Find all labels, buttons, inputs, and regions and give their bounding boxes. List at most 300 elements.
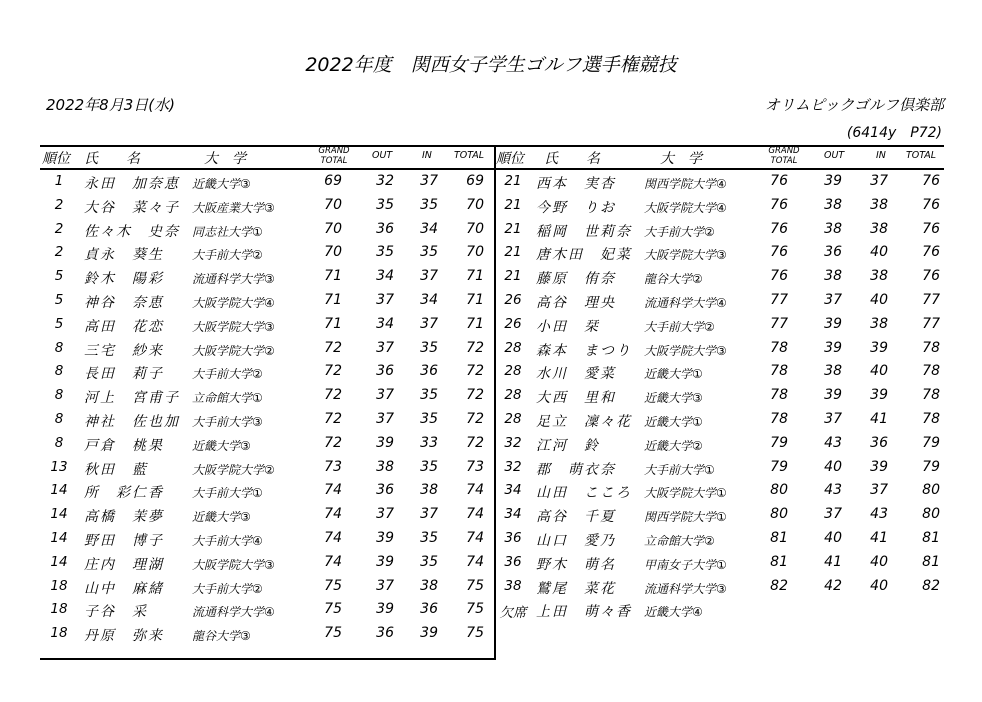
out-score-cell: 36	[824, 244, 842, 261]
total-score-cell: 76	[922, 173, 940, 189]
in-score-cell: 35	[420, 339, 438, 356]
in-score-cell: 34	[420, 220, 438, 237]
rank-cell: 26	[504, 291, 522, 308]
in-score-cell: 40	[870, 363, 888, 380]
in-score-cell: 35	[420, 410, 438, 427]
out-score-cell: 37	[376, 387, 394, 404]
out-score-cell: 39	[824, 387, 842, 404]
player-name: 貞永 葵生	[84, 247, 164, 264]
rank-cell: 18	[50, 625, 68, 642]
rank-cell: 欠席	[499, 605, 527, 622]
table-row	[496, 289, 950, 313]
university-cell: 大阪学院大学④	[192, 295, 275, 310]
university-cell: 龍谷大学②	[644, 272, 703, 287]
grand-total-cell: 76	[770, 244, 788, 261]
grand-total-cell: 76	[770, 196, 788, 213]
table-row	[40, 527, 494, 551]
grand-total-cell: 79	[770, 434, 788, 451]
out-score-cell: 37	[376, 291, 394, 308]
grand-total-cell: 82	[770, 577, 788, 594]
total-score-cell: 74	[466, 506, 484, 523]
header-university: 大 学	[204, 151, 246, 167]
total-score-cell: 71	[466, 291, 484, 308]
in-score-cell: 39	[870, 387, 888, 404]
venue-name: オリムピックゴルフ倶楽部	[764, 96, 944, 114]
total-score-cell: 79	[922, 458, 940, 475]
table-row	[40, 456, 494, 480]
grand-total-cell: 74	[324, 529, 342, 546]
rank-cell: 18	[50, 601, 68, 618]
table-row	[496, 360, 950, 384]
in-score-cell: 40	[870, 244, 888, 261]
header-rank: 順位	[42, 151, 70, 167]
rank-cell: 28	[504, 410, 522, 427]
grand-total-cell: 71	[324, 291, 342, 308]
header-name: 氏 名	[544, 151, 600, 167]
table-row	[496, 218, 950, 242]
rank-cell: 13	[50, 458, 68, 475]
in-score-cell: 37	[420, 315, 438, 332]
university-cell: 大阪学院大学③	[192, 319, 275, 334]
table-row	[40, 313, 494, 337]
university-cell: 近畿大学③	[192, 438, 251, 453]
table-bottom-rule	[40, 658, 495, 660]
university-cell: 大阪学院大学②	[192, 462, 275, 477]
grand-total-cell: 71	[324, 315, 342, 332]
total-score-cell: 72	[466, 387, 484, 404]
header-grand-line1: GRAND	[318, 146, 350, 156]
table-row	[40, 170, 494, 194]
rank-cell: 14	[50, 553, 68, 570]
university-cell: 大手前大学②	[192, 248, 263, 263]
in-score-cell: 40	[870, 577, 888, 594]
grand-total-cell: 73	[324, 458, 342, 475]
rank-cell: 32	[504, 458, 522, 475]
header-name: 氏 名	[84, 151, 140, 167]
university-cell: 大手前大学②	[192, 581, 263, 596]
rows-right	[496, 170, 950, 622]
rank-cell: 21	[504, 244, 522, 261]
university-cell: 大阪学院大学②	[192, 343, 275, 358]
total-score-cell: 70	[466, 196, 484, 213]
course-yardage: (6414y P72)	[846, 125, 942, 141]
university-cell: 大手前大学②	[644, 319, 715, 334]
grand-total-cell: 81	[770, 553, 788, 570]
out-score-cell: 37	[376, 506, 394, 523]
university-cell: 大阪産業大学③	[192, 200, 275, 215]
out-score-cell: 35	[376, 196, 394, 213]
out-score-cell: 39	[824, 315, 842, 332]
in-score-cell: 39	[870, 458, 888, 475]
table-row	[496, 170, 950, 194]
player-name: 高橋 茉夢	[84, 509, 164, 526]
event-date: 2022年8月3日(水)	[46, 96, 175, 114]
player-name: 森本 まつり	[536, 342, 632, 359]
in-score-cell: 37	[420, 506, 438, 523]
rank-cell: 21	[504, 196, 522, 213]
in-score-cell: 40	[870, 553, 888, 570]
header-total: TOTAL	[906, 150, 937, 161]
table-row	[496, 241, 950, 265]
out-score-cell: 43	[824, 434, 842, 451]
table-row	[496, 265, 950, 289]
university-cell: 大阪学院大学③	[192, 557, 275, 572]
out-score-cell: 39	[824, 339, 842, 356]
out-score-cell: 38	[824, 220, 842, 237]
table-row	[40, 337, 494, 361]
player-name: 鈴木 陽彩	[84, 271, 164, 288]
total-score-cell: 79	[922, 434, 940, 451]
player-name: 今野 りお	[536, 199, 616, 216]
grand-total-cell: 78	[770, 363, 788, 380]
total-score-cell: 71	[466, 315, 484, 332]
total-score-cell: 71	[466, 268, 484, 285]
out-score-cell: 32	[376, 173, 394, 189]
in-score-cell: 39	[420, 625, 438, 642]
grand-total-cell: 76	[770, 220, 788, 237]
university-cell: 大手前大学②	[644, 224, 715, 239]
player-name: 庄内 理湖	[84, 556, 164, 573]
out-score-cell: 36	[376, 220, 394, 237]
university-cell: 立命館大学②	[644, 533, 715, 548]
grand-total-cell: 70	[324, 220, 342, 237]
university-cell: 近畿大学④	[644, 605, 703, 620]
player-name: 大西 里和	[536, 390, 616, 407]
university-cell: 近畿大学①	[644, 367, 703, 382]
grand-total-cell: 72	[324, 410, 342, 427]
header-out: OUT	[824, 150, 845, 161]
out-score-cell: 42	[824, 577, 842, 594]
rank-cell: 8	[54, 363, 64, 380]
in-score-cell: 37	[420, 268, 438, 285]
total-score-cell: 75	[466, 601, 484, 618]
table-row	[40, 598, 494, 622]
out-score-cell: 36	[376, 363, 394, 380]
in-score-cell: 35	[420, 553, 438, 570]
university-cell: 立命館大学①	[192, 391, 263, 406]
player-name: 高谷 理央	[536, 294, 616, 311]
out-score-cell: 37	[376, 339, 394, 356]
out-score-cell: 37	[824, 291, 842, 308]
grand-total-cell: 77	[770, 291, 788, 308]
table-row	[496, 384, 950, 408]
rank-cell: 18	[50, 577, 68, 594]
out-score-cell: 39	[824, 173, 842, 189]
grand-total-cell: 76	[770, 268, 788, 285]
in-score-cell: 35	[420, 529, 438, 546]
in-score-cell: 36	[870, 434, 888, 451]
grand-total-cell: 75	[324, 625, 342, 642]
player-name: 野木 萌名	[536, 556, 616, 573]
university-cell: 大手前大学①	[644, 462, 715, 477]
grand-total-cell: 74	[324, 482, 342, 499]
out-score-cell: 37	[376, 577, 394, 594]
table-row	[40, 551, 494, 575]
header-rank: 順位	[496, 151, 524, 167]
out-score-cell: 37	[824, 410, 842, 427]
rows-left	[40, 170, 494, 646]
out-score-cell: 40	[824, 458, 842, 475]
player-name: 大谷 菜々子	[84, 199, 180, 216]
table-row	[40, 575, 494, 599]
player-name: 秋田 藍	[84, 461, 148, 478]
rank-cell: 36	[504, 529, 522, 546]
total-score-cell: 82	[922, 577, 940, 594]
out-score-cell: 39	[376, 529, 394, 546]
in-score-cell: 35	[420, 387, 438, 404]
total-score-cell: 75	[466, 577, 484, 594]
university-cell: 近畿大学③	[644, 391, 703, 406]
in-score-cell: 37	[870, 173, 888, 189]
in-score-cell: 38	[870, 196, 888, 213]
player-name: 神社 佐也加	[84, 413, 180, 430]
grand-total-cell: 74	[324, 506, 342, 523]
grand-total-cell: 78	[770, 339, 788, 356]
header-grand-line2: TOTAL	[770, 156, 798, 166]
in-score-cell: 38	[420, 482, 438, 499]
total-score-cell: 70	[466, 220, 484, 237]
rank-cell: 14	[50, 482, 68, 499]
rank-cell: 28	[504, 339, 522, 356]
total-score-cell: 72	[466, 363, 484, 380]
university-cell: 流通科学大学③	[192, 272, 275, 287]
in-score-cell: 41	[870, 529, 888, 546]
player-name: 上田 萌々香	[536, 604, 632, 621]
player-name: 野田 博子	[84, 532, 164, 549]
player-name: 足立 凜々花	[536, 413, 632, 430]
out-score-cell: 40	[824, 529, 842, 546]
player-name: 河上 宮甫子	[84, 390, 180, 407]
rank-cell: 1	[54, 173, 64, 189]
university-cell: 龍谷大学③	[192, 629, 251, 644]
total-score-cell: 76	[922, 244, 940, 261]
player-name: 小田 栞	[536, 318, 600, 335]
grand-total-cell: 75	[324, 601, 342, 618]
player-name: 長田 莉子	[84, 366, 164, 383]
in-score-cell: 35	[420, 196, 438, 213]
university-cell: 大手前大学②	[192, 367, 263, 382]
out-score-cell: 39	[376, 434, 394, 451]
table-row	[40, 503, 494, 527]
rank-cell: 21	[504, 268, 522, 285]
rank-cell: 38	[504, 577, 522, 594]
in-score-cell: 39	[870, 339, 888, 356]
in-score-cell: 36	[420, 363, 438, 380]
in-score-cell: 38	[420, 577, 438, 594]
player-name: 山田 こころ	[536, 485, 632, 502]
out-score-cell: 34	[376, 315, 394, 332]
grand-total-cell: 70	[324, 244, 342, 261]
table-row	[40, 265, 494, 289]
total-score-cell: 73	[466, 458, 484, 475]
grand-total-cell: 78	[770, 410, 788, 427]
table-row	[496, 194, 950, 218]
header-grand-total	[764, 146, 804, 166]
table-row	[496, 313, 950, 337]
rank-cell: 8	[54, 339, 64, 356]
rank-cell: 14	[50, 506, 68, 523]
player-name: 子谷 采	[84, 604, 148, 621]
table-header-right	[496, 146, 950, 168]
total-score-cell: 78	[922, 339, 940, 356]
rank-cell: 14	[50, 529, 68, 546]
table-row	[40, 289, 494, 313]
in-score-cell: 35	[420, 244, 438, 261]
total-score-cell: 77	[922, 291, 940, 308]
player-name: 戸倉 桃果	[84, 437, 164, 454]
total-score-cell: 80	[922, 482, 940, 499]
university-cell: 流通科学大学④	[644, 295, 727, 310]
grand-total-cell: 72	[324, 434, 342, 451]
table-row	[40, 622, 494, 646]
header-grand-total	[314, 146, 354, 166]
total-score-cell: 72	[466, 410, 484, 427]
page-title: 2022年度 関西女子学生ゴルフ選手権競技	[305, 54, 677, 76]
university-cell: 流通科学大学③	[644, 581, 727, 596]
player-name: 唐木田 妃菜	[536, 247, 632, 264]
rank-cell: 34	[504, 506, 522, 523]
out-score-cell: 41	[824, 553, 842, 570]
total-score-cell: 74	[466, 482, 484, 499]
university-cell: 大手前大学④	[192, 533, 263, 548]
player-name: 所 彩仁香	[84, 485, 164, 502]
university-cell: 大阪学院大学④	[644, 200, 727, 215]
player-name: 鷲尾 菜花	[536, 580, 616, 597]
player-name: 永田 加奈恵	[84, 176, 180, 192]
university-cell: 関西学院大学①	[644, 510, 727, 525]
table-row	[496, 479, 950, 503]
header-out: OUT	[372, 150, 393, 161]
player-name: 水川 愛菜	[536, 366, 616, 383]
header-university: 大 学	[660, 151, 702, 167]
university-cell: 近畿大学①	[644, 414, 703, 429]
table-row	[496, 432, 950, 456]
table-row	[40, 194, 494, 218]
in-score-cell: 38	[870, 220, 888, 237]
total-score-cell: 74	[466, 553, 484, 570]
total-score-cell: 76	[922, 268, 940, 285]
table-row	[496, 408, 950, 432]
in-score-cell: 41	[870, 410, 888, 427]
rank-cell: 26	[504, 315, 522, 332]
total-score-cell: 70	[466, 244, 484, 261]
out-score-cell: 37	[376, 410, 394, 427]
player-name: 高谷 千夏	[536, 509, 616, 526]
university-cell: 近畿大学②	[644, 438, 703, 453]
in-score-cell: 33	[420, 434, 438, 451]
player-name: 山口 愛乃	[536, 532, 616, 549]
rank-cell: 5	[54, 315, 64, 332]
header-grand-line1: GRAND	[768, 146, 800, 156]
total-score-cell: 74	[466, 529, 484, 546]
out-score-cell: 36	[376, 625, 394, 642]
table-row	[40, 241, 494, 265]
grand-total-cell: 77	[770, 315, 788, 332]
player-name: 藤原 侑奈	[536, 271, 616, 288]
rank-cell: 2	[54, 244, 64, 261]
table-row	[40, 218, 494, 242]
out-score-cell: 38	[824, 196, 842, 213]
out-score-cell: 36	[376, 482, 394, 499]
player-name: 江河 鈴	[536, 437, 600, 454]
grand-total-cell: 76	[770, 173, 788, 189]
grand-total-cell: 69	[324, 173, 342, 189]
rank-cell: 8	[54, 387, 64, 404]
table-header-left	[40, 146, 494, 168]
total-score-cell: 75	[466, 625, 484, 642]
total-score-cell: 78	[922, 387, 940, 404]
in-score-cell: 37	[420, 173, 438, 189]
player-name: 佐々木 史奈	[84, 223, 180, 240]
in-score-cell: 34	[420, 291, 438, 308]
rank-cell: 8	[54, 410, 64, 427]
player-name: 丹原 弥来	[84, 628, 164, 645]
total-score-cell: 80	[922, 506, 940, 523]
player-name: 三宅 紗来	[84, 342, 164, 359]
rank-cell: 8	[54, 434, 64, 451]
player-name: 山中 麻緒	[84, 580, 164, 597]
rank-cell: 28	[504, 363, 522, 380]
out-score-cell: 35	[376, 244, 394, 261]
rank-cell: 36	[504, 553, 522, 570]
in-score-cell: 43	[870, 506, 888, 523]
player-name: 高田 花恋	[84, 318, 164, 335]
university-cell: 同志社大学①	[192, 224, 263, 239]
in-score-cell: 38	[870, 315, 888, 332]
university-cell: 大手前大学③	[192, 414, 263, 429]
total-score-cell: 76	[922, 196, 940, 213]
rank-cell: 5	[54, 291, 64, 308]
university-cell: 大阪学院大学③	[644, 343, 727, 358]
rank-cell: 28	[504, 387, 522, 404]
player-name: 郡 萌衣奈	[536, 461, 616, 478]
out-score-cell: 39	[376, 553, 394, 570]
out-score-cell: 38	[376, 458, 394, 475]
rank-cell: 21	[504, 173, 522, 189]
table-row	[496, 503, 950, 527]
out-score-cell: 34	[376, 268, 394, 285]
rank-cell: 21	[504, 220, 522, 237]
table-row	[496, 527, 950, 551]
in-score-cell: 37	[870, 482, 888, 499]
university-cell: 流通科学大学④	[192, 605, 275, 620]
rank-cell: 34	[504, 482, 522, 499]
grand-total-cell: 72	[324, 363, 342, 380]
university-cell: 近畿大学③	[192, 510, 251, 525]
table-row	[496, 551, 950, 575]
in-score-cell: 36	[420, 601, 438, 618]
university-cell: 甲南女子大学①	[644, 557, 727, 572]
grand-total-cell: 70	[324, 196, 342, 213]
total-score-cell: 69	[466, 173, 484, 189]
total-score-cell: 81	[922, 529, 940, 546]
table-row	[40, 432, 494, 456]
results-table-right	[496, 146, 950, 622]
header-in: IN	[876, 150, 886, 161]
grand-total-cell: 72	[324, 339, 342, 356]
out-score-cell: 43	[824, 482, 842, 499]
grand-total-cell: 78	[770, 387, 788, 404]
grand-total-cell: 71	[324, 268, 342, 285]
header-grand-line2: TOTAL	[320, 156, 348, 166]
grand-total-cell: 81	[770, 529, 788, 546]
university-cell: 大阪学院大学①	[644, 486, 727, 501]
out-score-cell: 39	[376, 601, 394, 618]
university-cell: 大手前大学①	[192, 486, 263, 501]
in-score-cell: 40	[870, 291, 888, 308]
total-score-cell: 77	[922, 315, 940, 332]
total-score-cell: 78	[922, 363, 940, 380]
